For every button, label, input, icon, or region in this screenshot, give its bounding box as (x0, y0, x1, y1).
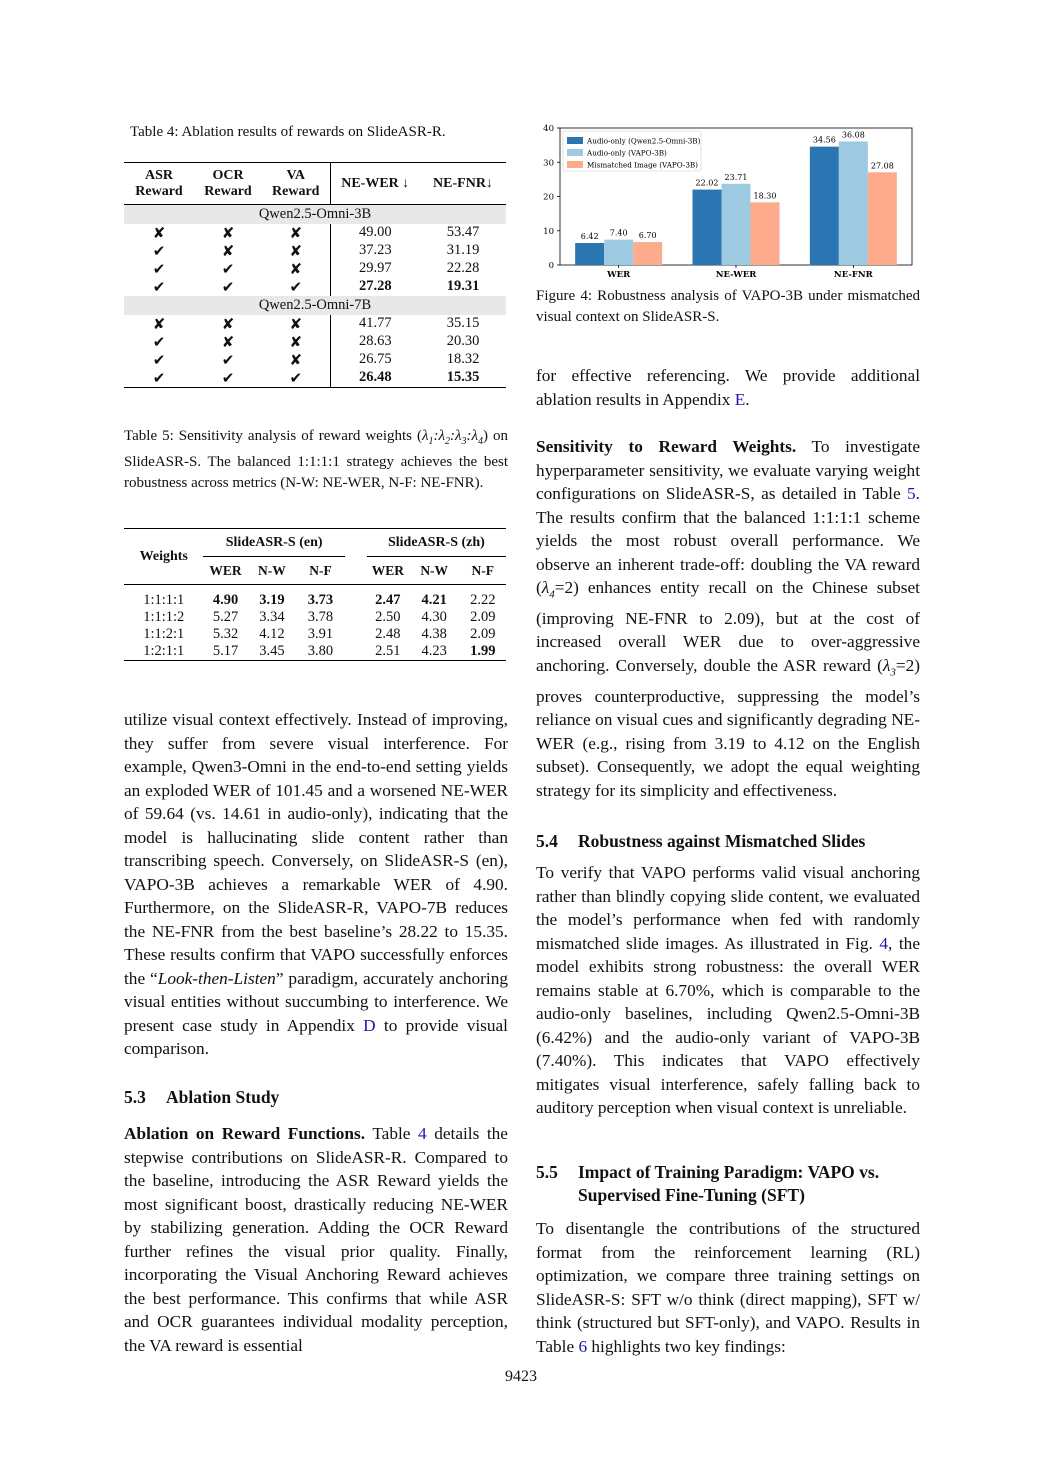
table5-cell: 2.09 (470, 625, 496, 642)
sensitivity-paragraph: Sensitivity to Reward Weights. To investigate hyperparameter sensitivity, we evaluate varying weight configurations on SlideASR-S, as detailed in Table 5. The results confirm that the balanced 1:1:1:1 scheme yields the most robust overall performance. We observe an inherent trade-off: doubling the VA reward $(\lambda_4=2)$ enhances entity recall on the Chinese subset (improving NE-FNR to 2.09), but at the cost of increased overall WER due to over-aggressive anchoring. Conversely, double the ASR reward $(\lambda_3=2)$ proves counterproductive, suppressing the model’s reliance on visual cues and significantly degrading NE-WER (e.g., rising from 3.19 to 4.12 on the English subset). Consequently, we adopt the equal weighting strategy for its simplicity and effectiveness. (536, 437, 920, 800)
table5-subheader: WER (371, 562, 404, 578)
figure4-link[interactable]: 4 (879, 933, 889, 953)
table4-cell: 26.75 (330, 351, 420, 369)
table5-cell: 4.12 (259, 625, 285, 642)
appendix-d-link[interactable]: D (363, 1015, 376, 1035)
table4-caption: Table 4: Ablation results of rewards on SlideASR-R. (130, 124, 446, 140)
x-tick-label: NE-WER (715, 270, 757, 280)
chart-legend (563, 131, 701, 171)
cross-icon: ✘ (152, 314, 166, 333)
bar (868, 172, 897, 265)
table6-link[interactable]: 6 (578, 1336, 588, 1356)
sensitivity-run-in-heading: Sensitivity to Reward Weights. (536, 437, 797, 456)
section-5-4-heading: 5.4 Robustness against Mismatched Slides (536, 831, 866, 851)
y-tick-label: 0 (548, 261, 554, 271)
table5-subheader: N-W (258, 562, 286, 578)
table5-cell: 3.78 (307, 608, 334, 625)
table5-cell: 2.47 (375, 591, 401, 608)
cross-icon: ✘ (221, 223, 235, 242)
section-5-4-paragraph: To verify that VAPO performs valid visual anchoring rather than blindly copying slide content, we evaluated the model’s performance when fed with randomly mismatched slide images. As illustrated in Fig. 4, the model exhibits strong robustness: the overall WER remains stable at 6.70%, which is comparable to the audio-only baselines, including Qwen2.5-Omni-3B (6.42%) and the audio-only variant of VAPO-3B (7.40%). This indicates that VAPO effectively mitigates visual interference, safely falling back to auditory perception when visual context is unreliable. (536, 863, 920, 1117)
table4-group-label: Qwen2.5-Omni-3B (124, 205, 506, 224)
table5-cell: 2.50 (375, 608, 401, 625)
table4-row (124, 369, 506, 388)
table4-row (124, 242, 506, 260)
legend-swatch (567, 149, 583, 156)
table5-caption: Table 5: Sensitivity analysis of reward weights $(\lambda_1:\lambda_2:\lambda_3:\lambda_4)$ on SlideASR-S. The balanced 1:1:1:1 strategy achieves the best robustness across metrics (N-W: NE-WER, N-F: NE-FNR). (124, 428, 509, 491)
table4-header-asr: ASR Reward (135, 167, 183, 199)
table5-weights-cell: 1:2:1:1 (143, 642, 185, 659)
table5-cell: 3.34 (259, 608, 285, 625)
table5-cell: 2.09 (470, 608, 496, 625)
check-icon: ✔ (221, 277, 235, 296)
table5-header-zh: SlideASR-S (zh) (367, 529, 506, 557)
cross-icon: ✘ (289, 223, 303, 242)
sensitivity-text: . The results confirm that the balanced 1:1:1:1 scheme yields the most robust overall performance. We observe an inherent trade-off: doubling the VA reward $(\lambda_4=2)$ enhances entity recall on the Chinese subset (improving NE-FNR to 2.09), but at the cost of increased overall WER due to over-aggressive anchoring. Conversely, double the ASR reward $(\lambda_3=2)$ proves counterproductive, suppressing the model’s reliance on visual cues and significantly degrading NE-WER (e.g., rising from 3.19 to 4.12 on the English subset). Consequently, we adopt the equal weighting strategy for its simplicity and effectiveness. (536, 484, 920, 800)
bar (693, 190, 722, 265)
table5-cell: 2.48 (375, 625, 401, 642)
table4-cell: 27.28 (330, 278, 420, 296)
legend-label: Audio-only (VAPO-3B) (587, 148, 667, 158)
bar (575, 243, 604, 265)
table4-cell: 19.31 (446, 278, 480, 294)
table5-subheader: N-F (309, 562, 332, 578)
table4-cell: 35.15 (446, 315, 480, 331)
table4-cell: 49.00 (330, 224, 420, 242)
table5-row (124, 609, 506, 626)
legend-label: Audio-only (Qwen2.5-Omni-3B) (587, 136, 701, 146)
table5-cell: 4.23 (421, 642, 447, 659)
table4-cell: 26.48 (330, 369, 420, 388)
table4-cell: 28.63 (330, 333, 420, 351)
bar-value-label: 34.56 (812, 135, 836, 145)
y-tick-label: 30 (543, 158, 554, 169)
bar-value-label: 18.30 (753, 191, 777, 201)
table5-subheader: WER (209, 562, 242, 578)
table4-header-newer: NE-WER ↓ (330, 163, 420, 205)
table5-row (124, 585, 506, 609)
table4-cell: 29.97 (330, 260, 420, 278)
table5-subheader: N-W (420, 562, 449, 578)
check-icon: ✔ (152, 368, 166, 387)
table5-cell: 3.73 (307, 591, 334, 608)
cross-icon: ✘ (221, 241, 235, 260)
table4-cell: 37.23 (330, 242, 420, 260)
section-5-5-heading: 5.5 Impact of Training Paradigm: VAPO vs. Supervised Fine-Tuning (SFT) (536, 1162, 880, 1205)
table4-header-nefnr: NE-FNR↓ (433, 175, 493, 191)
bar (604, 240, 633, 265)
cross-icon: ✘ (289, 241, 303, 260)
bar-value-label: 6.70 (638, 231, 657, 241)
table4-cell: 31.19 (446, 242, 480, 258)
y-tick-label: 20 (543, 192, 554, 203)
check-icon: ✔ (152, 277, 166, 296)
x-tick-label: NE-FNR (833, 270, 873, 280)
bar (751, 202, 780, 265)
bar (810, 147, 839, 265)
check-icon: ✔ (221, 259, 235, 278)
bar-value-label: 23.71 (724, 172, 748, 182)
table4-header-ocr: OCR Reward (204, 167, 252, 199)
ablation-run-in-heading: Ablation on Reward Functions. (124, 1124, 366, 1143)
table4-row (124, 333, 506, 351)
cross-icon: ✘ (289, 259, 303, 278)
bar-value-label: 27.08 (870, 161, 894, 171)
bar-value-label: 6.42 (580, 232, 599, 242)
y-tick-label: 40 (543, 124, 554, 134)
table5 (124, 528, 506, 661)
table5-cell: 4.21 (421, 591, 447, 608)
table5-cell: 4.30 (421, 608, 447, 625)
y-tick-label: 10 (543, 226, 554, 237)
appendix-e-link[interactable]: E (734, 389, 746, 409)
table5-body (124, 585, 506, 661)
check-icon: ✔ (152, 332, 166, 351)
table4-row (124, 351, 506, 369)
legend-label: Mismatched Image (VAPO-3B) (587, 160, 698, 170)
page-number: 9423 (505, 1368, 537, 1385)
table4-cell: 53.47 (446, 224, 480, 240)
check-icon: ✔ (221, 350, 235, 369)
bar (839, 141, 868, 265)
check-icon: ✔ (152, 350, 166, 369)
table5-header-weights: Weights (139, 548, 188, 564)
table4-header-va: VA Reward (272, 167, 320, 199)
cross-icon: ✘ (289, 314, 303, 333)
bar-value-label: 7.40 (609, 228, 628, 238)
table5-cell: 2.51 (375, 642, 401, 659)
table4-cell: 15.35 (446, 369, 480, 385)
table5-cell: 5.32 (212, 625, 239, 642)
table4-cell: 18.32 (446, 351, 480, 367)
table4 (124, 162, 506, 388)
table5-cell: 4.90 (212, 591, 239, 608)
left-paragraph: utilize visual context effectively. Instead of improving, they suffer from severe visual interference. For example, Qwen3-Omni in the end-to-end setting yields an exploded WER of 101.45 and a worsened NE-WER of 59.64 (vs. 14.61 in audio-only), indicating that the model is hallucinating slide content rather than transcribing speech. Conversely, on SlideASR-S (en), VAPO-3B achieves a remarkable WER of 4.90. Furthermore, on the SlideASR-R, VAPO-7B reduces the NE-FNR from the best baseline’s 28.22 to 15.35. These results confirm that VAPO successfully enforces the “Look-then-Listen” paradigm, accurately anchoring visual entities without succumbing to interference. We present case study in Appendix D to provide visual comparison. (124, 710, 508, 1058)
table5-header-en: SlideASR-S (en) (203, 529, 344, 557)
bar (633, 242, 662, 265)
table4-row (124, 278, 506, 296)
table4-row (124, 224, 506, 242)
cross-icon: ✘ (221, 332, 235, 351)
ablation-paragraph: Ablation on Reward Functions. Table 4 details the stepwise contributions on SlideASR-R. Compared to the baseline, introducing the ASR Reward yields the most significant boost, drastically reducing NE-WER by stabilizing generation. Adding the OCR Reward further refines the visual prior quality. Finally, incorporating the Visual Anchoring Reward achieves the best performance. This confirms that while ASR and OCR guarantees individual modality perception, the VA reward is essential (124, 1124, 508, 1355)
cross-icon: ✘ (221, 314, 235, 333)
cross-icon: ✘ (289, 332, 303, 351)
table5-weights-cell: 1:1:1:2 (143, 608, 185, 625)
table4-group-label: Qwen2.5-Omni-7B (124, 296, 506, 315)
section-5-5-paragraph: To disentangle the contributions of the structured format from the reinforcement learning (RL) optimization, we compare three training settings on SlideASR-S: SFT w/o think (direct mapping), SFT w/ think (structured but SFT-only), and VAPO. Results in Table 6 highlights two key findings: (536, 1219, 920, 1356)
table5-cell: 4.38 (421, 625, 447, 642)
table5-cell: 3.45 (259, 642, 285, 659)
table5-row (124, 626, 506, 643)
legend-swatch (567, 137, 583, 144)
check-icon: ✔ (221, 368, 235, 387)
table5-cell: 1.99 (470, 642, 496, 659)
table5-cell: 2.22 (470, 591, 496, 608)
table5-cell: 5.17 (212, 642, 239, 659)
legend-swatch (567, 161, 583, 168)
x-tick-label: WER (607, 270, 631, 280)
table5-cell: 3.91 (307, 625, 334, 642)
check-icon: ✔ (152, 241, 166, 260)
bar-value-label: 22.02 (695, 178, 719, 188)
table4-cell: 20.30 (446, 333, 480, 349)
table5-weights-cell: 1:1:1:1 (143, 591, 185, 608)
table5-cell: 5.27 (212, 608, 239, 625)
right-paragraph-1: for effective referencing. We provide additional ablation results in Appendix E. (536, 366, 920, 409)
table5-link[interactable]: 5 (907, 484, 916, 503)
table4-cell: 41.77 (330, 315, 420, 333)
table5-subheader: N-F (471, 562, 495, 578)
table4-row (124, 315, 506, 333)
table5-cell: 3.80 (307, 642, 334, 659)
table4-link[interactable]: 4 (418, 1124, 427, 1143)
table5-cell: 3.19 (259, 591, 285, 608)
table4-cell: 22.28 (446, 260, 480, 276)
table5-row (124, 643, 506, 661)
cross-icon: ✘ (152, 223, 166, 242)
cross-icon: ✘ (289, 350, 303, 369)
table4-body (124, 205, 506, 388)
check-icon: ✔ (152, 259, 166, 278)
bar (722, 184, 751, 265)
check-icon: ✔ (289, 368, 303, 387)
section-5-3-heading: 5.3 Ablation Study (124, 1087, 280, 1107)
table4-row (124, 260, 506, 278)
figure4-caption: Figure 4: Robustness analysis of VAPO-3B under mismatched visual context on SlideASR-S. (536, 288, 920, 325)
bar-value-label: 36.08 (841, 130, 865, 140)
table5-weights-cell: 1:1:2:1 (143, 625, 185, 642)
figure4-bar-chart (536, 122, 920, 282)
check-icon: ✔ (289, 277, 303, 296)
